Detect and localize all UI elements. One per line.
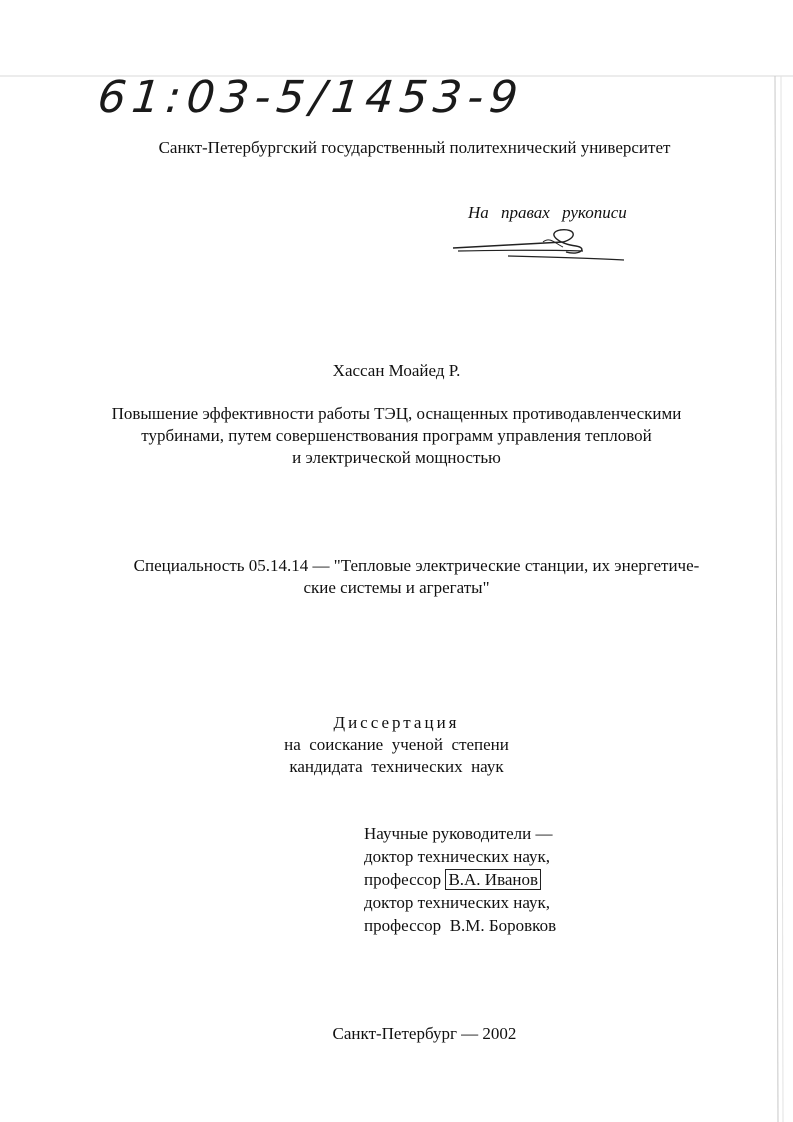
supervisor-degree: доктор технических наук,: [364, 847, 551, 866]
specialty: [0, 555, 793, 599]
specialty-line: Специальность 05.14.14 — "Тепловые электрические станции, их энергетиче-: [133, 556, 700, 575]
dissertation-heading: Диссертация: [333, 713, 460, 732]
degree-line: на соискание ученой степени: [284, 735, 509, 754]
rights-word: На: [468, 203, 489, 222]
supervisors-heading: Научные руководители —: [364, 824, 553, 843]
supervisor-line: [364, 914, 556, 937]
title-line: турбинами, путем совершенствования программ управления тепловой: [141, 426, 652, 445]
city-year: Санкт-Петербург — 2002: [332, 1024, 517, 1043]
supervisor-title: профессор: [364, 870, 442, 889]
rights-word: правах: [501, 203, 550, 222]
title-line: и электрической мощностью: [292, 448, 501, 467]
specialty-line: ские системы и агрегаты": [303, 578, 490, 597]
supervisor-name: В.М. Боровков: [449, 916, 557, 935]
supervisor-name-boxed: В.А. Иванов: [445, 869, 541, 890]
author-name: Хассан Моайед Р.: [332, 361, 461, 380]
dissertation-degree: [0, 712, 793, 778]
archive-code-handwritten: 61:03-5/1453-9: [95, 72, 527, 123]
supervisor-degree: доктор технических наук,: [364, 893, 551, 912]
supervisor-line: [364, 868, 556, 891]
supervisor-title: профессор: [364, 916, 442, 935]
title-line: Повышение эффективности работы ТЭЦ, оснащенных противодавленческими: [111, 404, 682, 423]
supervisors-block: [364, 822, 556, 937]
degree-line: кандидата технических наук: [289, 757, 504, 776]
rights-word: рукописи: [562, 203, 627, 222]
university-name: Санкт-Петербургский государственный политехнический университет: [158, 138, 671, 157]
dissertation-title: [0, 403, 793, 469]
signature: [448, 220, 628, 270]
